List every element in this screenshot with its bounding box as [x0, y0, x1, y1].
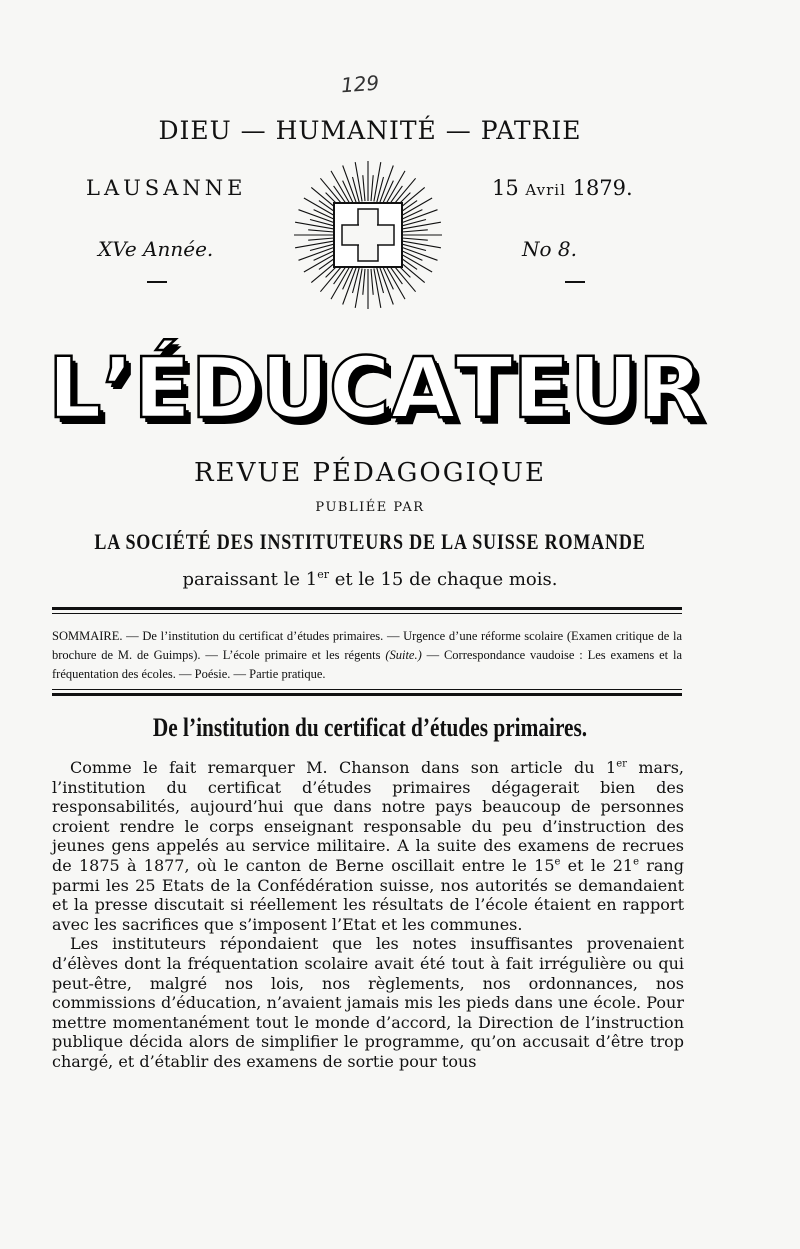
date-month: Avril [525, 181, 566, 199]
sunburst-ray [371, 269, 373, 295]
top-rule-thick [52, 607, 682, 610]
masthead-letter: U [260, 339, 329, 437]
society-name: LA SOCIÉTÉ DES INSTITUTEURS DE LA SUISSE ROMANDE [94, 529, 646, 554]
year-label: XVe Année. [98, 237, 214, 261]
masthead-title [48, 336, 704, 440]
sunburst-ray [402, 241, 441, 248]
article-paragraph: Les instituteurs répondaient que les notes insuffisantes provenaient d’élèves dont la fréquentation scolaire avait été tout à fait irrégulière ou qui peut-être, malgré nos lois, nos règlements, nos ordonnances, nos commissions d’éducation, n’avaient jamais mis les pieds dans une école. Pour mettre momentanément tout le monde d’accord, la Direction de l’instruction publique décida alors de simplifier le programme, qu’on accusait d’être trop chargé, et d’établir des examens de sortie pour tous [52, 934, 684, 1071]
sunburst-ray [355, 162, 362, 201]
masthead-letter: E [512, 339, 571, 437]
sunburst-ray [363, 269, 365, 295]
masthead-letter: R [638, 339, 704, 437]
masthead-letter: É [133, 339, 191, 437]
masthead-letter: D [190, 339, 261, 437]
top-rule-thin [52, 613, 682, 614]
issue-date [492, 176, 633, 200]
masthead-letter: T [455, 339, 513, 437]
masthead-letter: A [390, 339, 456, 437]
table-of-contents: SOMMAIRE. — De l’institution du certificat d’études primaires. — Urgence d’une réforme scolaire (Examen critique de la brochure de M. de Guimps). — L’école primaire et les régents (Suite.) — Correspondance vaudoise : Les examens et la fréquentation des écoles. — Poésie. — Partie pratique. [52, 629, 682, 681]
article-title: De l’institution du certificat d’études primaires. [152, 713, 588, 742]
motto: DIEU — HUMANITÉ — PATRIE [158, 116, 582, 145]
sunburst-ray [363, 175, 365, 201]
date-day: 15 [492, 176, 519, 200]
sunburst-ray [402, 238, 428, 240]
publisher-line: PUBLIÉE PAR [315, 500, 425, 515]
city: LAUSANNE [86, 176, 247, 200]
sunburst-ray [371, 175, 373, 201]
sunburst-ray [355, 269, 362, 308]
sunburst-ray [295, 222, 334, 229]
article-paragraph: Comme le fait remarquer M. Chanson dans son article du 1er mars, l’institution du certificat d’études primaires dégagerait bien des responsabilités, aujourd’hui que dans notre pays beaucoup de personnes croient rendre le corps enseignant responsable du peu d’instruction des jeunes gens appelés au service militaire. A la suite des examens de recrues de 1875 à 1877, où le canton de Berne oscillait entre le 15e et le 21e rang parmi les 25 Etats de la Confédération suisse, nos autorités se demandaient et la presse discutait si réellement les résultats de l’école étaient en rapport avec les sacrifices que s’imposent l’Etat et les communes. [52, 758, 684, 934]
masthead-letter: C [328, 339, 391, 437]
date-year: 1879. [572, 176, 633, 200]
subtitle: REVUE PÉDAGOGIQUE [194, 458, 546, 488]
masthead-letter: ’ [101, 339, 134, 437]
right-dash [565, 281, 585, 283]
sunburst-ray [308, 238, 334, 240]
folio-number: 129 [340, 70, 380, 98]
sunburst-ray [308, 230, 334, 232]
sunburst-ray [374, 269, 381, 308]
frequency-line: paraissant le 1er et le 15 de chaque mois. [182, 568, 558, 590]
masthead-letter: L [48, 339, 102, 437]
left-dash [147, 281, 167, 283]
summary-label: SOMMAIRE. [52, 629, 123, 643]
swiss-cross-emblem-icon [292, 160, 444, 310]
sunburst-ray [402, 230, 428, 232]
bottom-rule-thin [52, 689, 682, 690]
sunburst-ray [295, 241, 334, 248]
masthead-letter: U [570, 339, 639, 437]
sunburst-ray [402, 222, 441, 229]
article-body [52, 758, 684, 1072]
sunburst-ray [374, 162, 381, 201]
issue-number: No 8. [522, 237, 577, 261]
bottom-rule-thick [52, 693, 682, 696]
